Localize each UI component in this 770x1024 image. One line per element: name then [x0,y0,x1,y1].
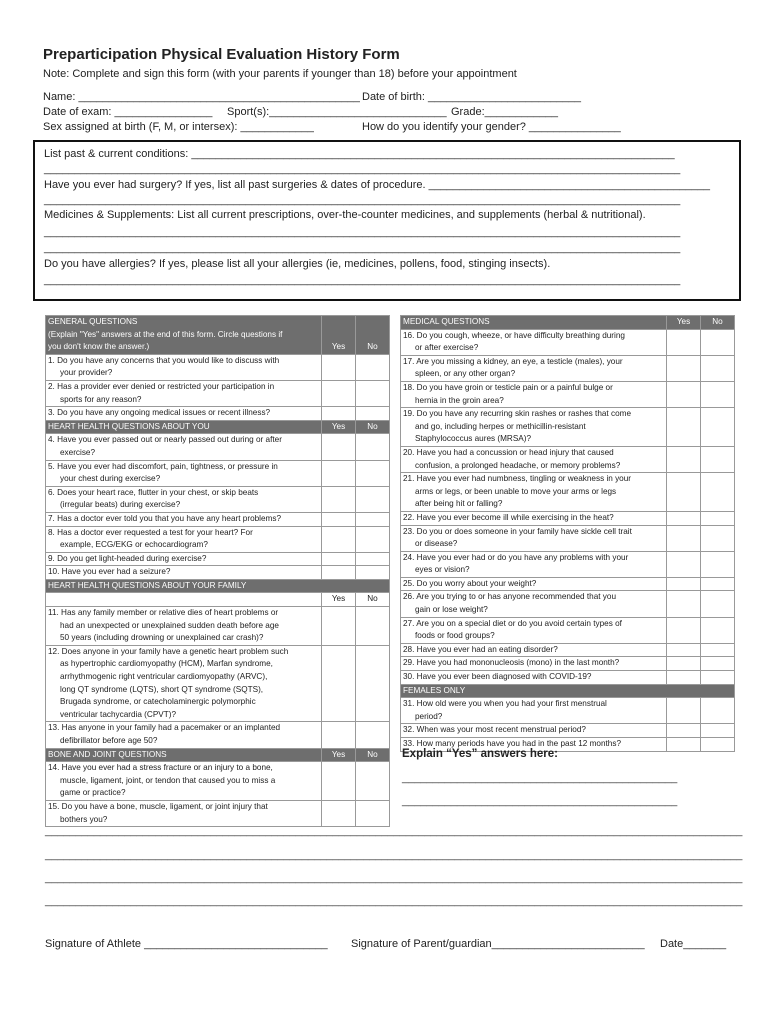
no-cell[interactable] [356,762,390,801]
table-header [46,316,390,355]
surgery-line[interactable]: ________________________________________________________________________________________________________ [44,194,681,206]
medicines-line-1[interactable]: ________________________________________________________________________________________________________ [44,226,681,238]
question-text-cont: ventricular tachycardia (CPVT)? [60,709,177,719]
yes-cell[interactable] [667,355,701,381]
no-cell[interactable] [356,607,390,646]
question-row [401,617,735,643]
question-row [46,762,390,801]
question-text-cont: or after exercise? [415,343,479,353]
section-header-row [46,748,390,762]
no-cell[interactable] [701,657,735,671]
question-row [401,591,735,617]
question-row [46,526,390,552]
surgery-field[interactable]: Have you ever had surgery? If yes, list all past surgeries & dates of procedure. ______________________________________________ [44,179,710,191]
question-text: 7. Has a doctor ever told you that you have any heart problems? [48,513,282,523]
sex-field[interactable]: Sex assigned at birth (F, M, or intersex): ____________ [43,121,314,133]
question-row [46,722,390,748]
question-row [401,381,735,407]
yes-column-header: Yes [322,748,356,762]
bone-questions-header: BONE AND JOINT QUESTIONS [46,748,322,762]
explain-yes-title: Explain “Yes” answers here: [402,748,558,760]
yes-cell[interactable] [667,577,701,591]
question-text: 8. Has a doctor ever requested a test for your heart? For [48,527,253,537]
explain-line-6[interactable]: __________________________________________________________________________________________________________________ [45,895,743,907]
medical-history-box [33,140,741,301]
no-column-header: No [356,420,390,434]
question-row [46,607,390,646]
yes-cell[interactable] [667,408,701,447]
question-text-cont: exercise? [60,447,96,457]
yes-cell[interactable] [667,671,701,685]
question-text: 25. Do you worry about your weight? [403,578,537,588]
parent-signature-field[interactable]: Signature of Parent/guardian_________________________ [351,938,645,950]
question-text: 22. Have you ever become ill while exercising in the heat? [403,512,614,522]
question-row [46,800,390,826]
question-text-cont: Brugada syndrome, or catecholaminergic polymorphic [60,697,256,707]
yes-column-header: Yes [322,593,356,607]
no-cell[interactable] [356,552,390,566]
no-cell[interactable] [356,460,390,486]
yes-cell[interactable] [322,486,356,512]
no-cell[interactable] [356,526,390,552]
no-cell[interactable] [701,698,735,724]
yes-cell[interactable] [667,511,701,525]
no-cell[interactable] [356,434,390,460]
medicines-label: Medicines & Supplements: List all current prescriptions, over-the-counter medicines, and supplements (herbal & nutritional). [44,209,646,221]
exam-date-field[interactable]: Date of exam: ________________ [43,106,213,118]
question-row [401,671,735,685]
section-header-row [401,684,735,698]
question-text-cont: arms or legs, or been unable to move your arms or legs [415,486,617,496]
question-row [401,551,735,577]
question-row [46,380,390,406]
question-row [46,566,390,580]
question-text-cont: your provider? [60,368,113,378]
question-text-cont: confusion, a prolonged headache, or memory problems? [415,460,621,470]
no-column-header: No [701,316,735,330]
athlete-signature-field[interactable]: Signature of Athlete ______________________________ [45,938,328,950]
no-cell[interactable] [356,645,390,722]
no-cell[interactable] [701,408,735,447]
yes-cell[interactable] [667,591,701,617]
no-cell[interactable] [356,407,390,421]
gender-field[interactable]: How do you identify your gender? _______________ [362,121,621,133]
question-row [401,643,735,657]
question-row [46,354,390,380]
question-row [401,329,735,355]
question-text: 12. Does anyone in your family have a genetic heart problem such [48,646,289,656]
question-text: 31. How old were you when you had your first menstrual [403,699,607,709]
yes-cell[interactable] [322,407,356,421]
question-row [46,552,390,566]
explain-line-4[interactable]: __________________________________________________________________________________________________________________ [45,849,743,861]
sports-field[interactable]: Sport(s):_____________________________ [227,106,447,118]
question-text: 10. Have you ever had a seizure? [48,567,171,577]
question-row [401,355,735,381]
yes-cell[interactable] [322,800,356,826]
yes-column-header: Yes [667,316,701,330]
heart-questions-header: HEART HEALTH QUESTIONS ABOUT YOU [46,420,322,434]
no-cell[interactable] [356,800,390,826]
question-text: 3. Do you have any ongoing medical issues or recent illness? [48,408,271,418]
no-cell[interactable] [701,381,735,407]
yes-cell[interactable] [667,525,701,551]
yes-cell[interactable] [322,512,356,526]
question-text-cont: long QT syndrome (LQTS), short QT syndrome (SQTS), [60,684,264,694]
question-text-cont: period? [415,711,443,721]
question-text-cont: as hypertrophic cardiomyopathy (HCM), Marfan syndrome, [60,659,273,669]
explain-line-5[interactable]: __________________________________________________________________________________________________________________ [45,872,743,884]
yes-cell[interactable] [667,617,701,643]
medical-questions-table [400,315,735,752]
dob-field[interactable]: Date of birth: _________________________ [362,91,581,103]
no-column-header: No [356,593,390,607]
question-row [401,408,735,447]
yes-cell[interactable] [322,380,356,406]
name-field[interactable]: Name: ______________________________________________ [43,91,360,103]
section-header-row [46,579,390,593]
question-row [401,724,735,738]
question-text: 14. Have you ever had a stress fracture or an injury to a bone, [48,763,273,773]
yes-column-header: Yes [322,420,356,434]
form-note: Note: Complete and sign this form (with your parents if younger than 18) before your appointment [43,68,517,80]
yes-cell[interactable] [322,722,356,748]
conditions-field[interactable]: List past & current conditions: _______________________________________________________________________________ [44,148,675,160]
general-questions-table [45,315,390,827]
question-text: 19. Do you have any recurring skin rashes or rashes that come [403,409,631,419]
question-row [46,645,390,722]
females-only-header: FEMALES ONLY [401,684,735,698]
question-text-cont: example, ECG/EKG or echocardiogram? [60,540,208,550]
no-cell[interactable] [701,643,735,657]
no-cell[interactable] [701,577,735,591]
question-text: 21. Have you ever had numbness, tingling or weakness in your [403,474,632,484]
no-cell[interactable] [356,486,390,512]
no-cell[interactable] [701,591,735,617]
question-text: 27. Are you on a special diet or do you avoid certain types of [403,618,622,628]
question-text: 13. Has anyone in your family had a pacemaker or an implanted [48,723,281,733]
date-field[interactable]: Date_______ [660,938,727,950]
yes-cell[interactable] [322,460,356,486]
question-text: 1. Do you have any concerns that you would like to discuss with [48,355,280,365]
question-text: 6. Does your heart race, flutter in your chest, or skip beats [48,487,259,497]
yes-cell[interactable] [667,473,701,512]
question-row [401,657,735,671]
family-questions-header: HEART HEALTH QUESTIONS ABOUT YOUR FAMILY [46,579,390,593]
question-text-cont: gain or lose weight? [415,605,488,615]
question-text-cont: (irregular beats) during exercise? [60,500,181,510]
yes-cell[interactable] [667,698,701,724]
question-text-cont: arrhythmogenic right ventricular cardiomyopathy (ARVC), [60,672,268,682]
yes-cell[interactable] [322,434,356,460]
general-questions-header: GENERAL QUESTIONS [48,317,138,326]
conditions-line[interactable]: ________________________________________________________________________________________________________ [44,163,681,175]
yes-cell[interactable] [667,446,701,472]
question-text-cont: foods or food groups? [415,631,495,641]
medicines-line-2[interactable]: ________________________________________________________________________________________________________ [44,242,681,254]
form-title: Preparticipation Physical Evaluation History Form [43,46,400,63]
question-row [46,460,390,486]
question-text-cont: hernia in the groin area? [415,395,504,405]
yes-column-header: Yes [322,316,356,355]
general-instructions-2: you don't know the answer.) [48,342,150,352]
question-text: 33. How many periods have you had in the past 12 months? [403,739,622,748]
medical-questions-header: MEDICAL QUESTIONS [401,316,667,330]
yes-cell[interactable] [322,607,356,646]
question-text: 2. Has a provider ever denied or restricted your participation in [48,381,275,391]
yes-cell[interactable] [667,738,701,752]
yes-cell[interactable] [322,566,356,580]
grade-field[interactable]: Grade:____________ [451,106,559,118]
question-row [46,512,390,526]
question-row [46,486,390,512]
no-cell[interactable] [701,511,735,525]
no-cell[interactable] [356,566,390,580]
allergies-line[interactable]: ________________________________________________________________________________________________________ [44,274,681,286]
question-text: 20. Have you had a concussion or head injury that caused [403,447,614,457]
yes-cell[interactable] [667,724,701,738]
no-cell[interactable] [701,671,735,685]
question-text: 15. Do you have a bone, muscle, ligament, or joint injury that [48,801,268,811]
yes-cell[interactable] [667,657,701,671]
explain-line-1[interactable]: _____________________________________________ [402,772,678,784]
yes-cell[interactable] [322,354,356,380]
yes-cell[interactable] [667,381,701,407]
question-text: 17. Are you missing a kidney, an eye, a testicle (males), your [403,356,623,366]
yes-cell[interactable] [322,526,356,552]
question-text-cont: defibrillator before age 50? [60,736,158,745]
no-column-header: No [356,316,390,355]
no-cell[interactable] [701,355,735,381]
no-cell[interactable] [701,551,735,577]
question-text-cont: or disease? [415,539,458,549]
question-text-cont: game or practice? [60,788,126,798]
question-text: 24. Have you ever had or do you have any problems with your [403,552,629,562]
question-row [401,511,735,525]
question-row [46,434,390,460]
question-text: 26. Are you trying to or has anyone recommended that you [403,592,617,602]
yes-cell[interactable] [667,551,701,577]
yes-cell[interactable] [322,552,356,566]
question-text: 23. Do you or does someone in your family have sickle cell trait [403,526,632,536]
question-text-cont: spleen, or any other organ? [415,369,516,379]
no-cell[interactable] [356,354,390,380]
yes-cell[interactable] [667,329,701,355]
question-text-cont: eyes or vision? [415,565,470,575]
no-cell[interactable] [701,724,735,738]
table-header [401,316,735,330]
no-column-header: No [356,748,390,762]
question-text-cont: and go, including herpes or methicillin-resistant [415,421,586,431]
question-text-cont: bothers you? [60,814,108,824]
question-text-cont: sports for any reason? [60,394,142,404]
question-text: 29. Have you had mononucleosis (mono) in the last month? [403,658,620,668]
explain-line-3[interactable]: __________________________________________________________________________________________________________________ [45,825,743,837]
question-row [401,446,735,472]
question-text: 4. Have you ever passed out or nearly passed out during or after [48,435,282,445]
question-text-cont: Staphylococcus aures (MRSA)? [415,434,532,444]
question-text: 32. When was your most recent menstrual period? [403,725,586,735]
yes-cell[interactable] [322,762,356,801]
general-instructions: (Explain "Yes" answers at the end of this form. Circle questions if [48,329,283,339]
yes-cell[interactable] [667,643,701,657]
question-text-cont: 50 years (including drowning or unexplained car crash)? [60,633,264,643]
no-cell[interactable] [701,473,735,512]
question-text-cont: after being hit or falling? [415,499,503,509]
yes-cell[interactable] [322,645,356,722]
question-text-cont: had an unexpected or unexplained sudden death before age [60,620,279,630]
question-row [46,407,390,421]
question-text: 28. Have you ever had an eating disorder? [403,644,558,654]
no-cell[interactable] [701,329,735,355]
no-cell[interactable] [701,617,735,643]
no-cell[interactable] [356,722,390,748]
question-row [401,525,735,551]
question-text: 16. Do you cough, wheeze, or have difficulty breathing during [403,330,625,340]
question-row [401,698,735,724]
question-row [401,577,735,591]
no-cell[interactable] [701,738,735,752]
no-cell[interactable] [356,512,390,526]
explain-line-2[interactable]: _____________________________________________ [402,795,678,807]
question-text-cont: your chest during exercise? [60,474,161,484]
allergies-label: Do you have allergies? If yes, please list all your allergies (ie, medicines, pollens, food, stinging insects). [44,258,551,270]
question-text: 9. Do you get light-headed during exercise? [48,553,207,563]
yes-no-subheader-row [46,593,390,607]
no-cell[interactable] [701,446,735,472]
question-text: 30. Have you ever been diagnosed with COVID-19? [403,672,592,682]
question-text-cont: muscle, ligament, joint, or tendon that caused you to miss a [60,775,276,785]
section-header-row [46,420,390,434]
question-text: 5. Have you ever had discomfort, pain, tightness, or pressure in [48,461,278,471]
no-cell[interactable] [701,525,735,551]
question-text: 18. Do you have groin or testicle pain or a painful bulge or [403,382,613,392]
question-row [401,473,735,512]
question-text: 11. Has any family member or relative dies of heart problems or [48,608,279,618]
no-cell[interactable] [356,380,390,406]
